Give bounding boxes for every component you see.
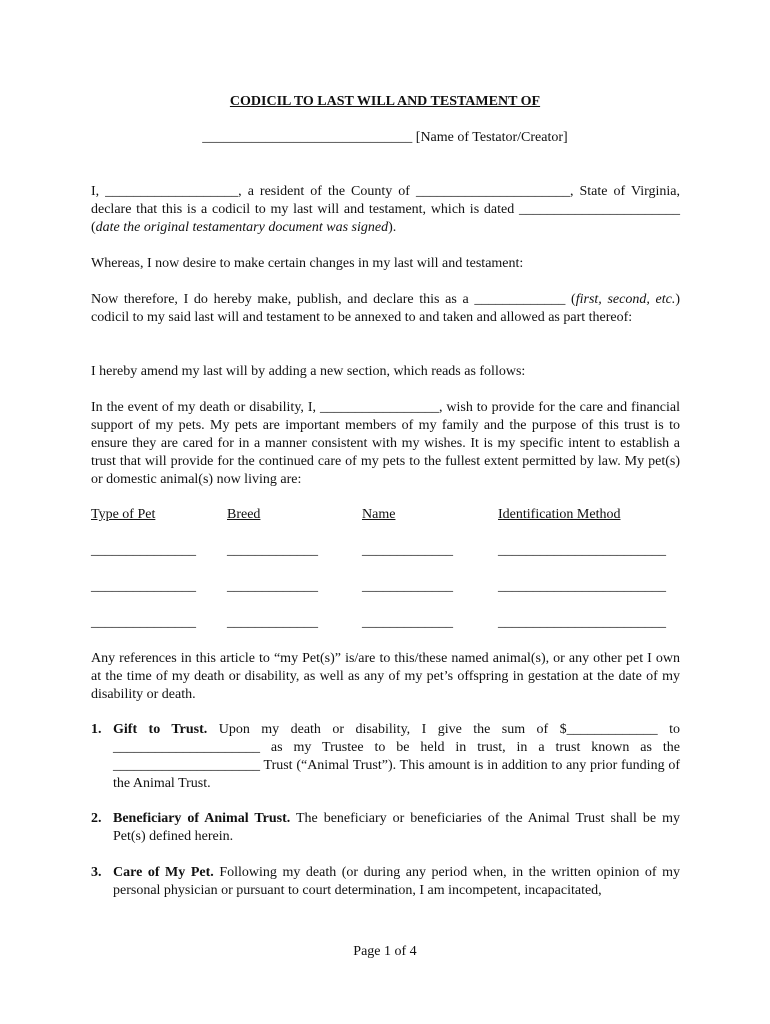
testator-name-line: ______________________________ [Name of Testator/Creator] <box>202 130 568 145</box>
pet-references-paragraph: Any references in this article to “my Pet(s)” is/are to this/these named animal(s), or any other pet I own at the time of my death or disability, as well as any of my pet’s offspring in gestation at the date of my disability or death. <box>91 651 680 702</box>
pet-table-row <box>91 543 680 561</box>
page-number: Page 1 of 4 <box>353 944 417 959</box>
blank-breed-field[interactable]: _____________ <box>227 579 318 594</box>
item-heading: Beneficiary of Animal Trust. <box>113 811 291 826</box>
pets-intent-paragraph: In the event of my death or disability, I, _________________, wish to provide for the care and financial support of my pets. My pets are important members of my family and the purpose of this trust is to ensure they are cared for in a manner consistent with my wishes. It is my specific intent to establish a trust that will provide for the continued care of my pets to the fullest extent permitted by law. My pet(s) or domestic animal(s) now living are: <box>91 400 680 487</box>
header-type-of-pet: Type of Pet <box>91 507 156 522</box>
item-heading: Care of My Pet. <box>113 865 214 880</box>
item-number: 2. <box>91 811 102 826</box>
item-number: 1. <box>91 722 102 737</box>
blank-identification-field[interactable]: ________________________ <box>498 579 666 594</box>
numbered-item-care-of-pet <box>91 864 680 900</box>
blank-type-field[interactable]: _______________ <box>91 615 196 630</box>
now-therefore-end: ) codicil to my said last will and testament to be annexed to and taken and allowed as part thereof: <box>91 292 681 325</box>
declaration-paragraph <box>91 183 680 237</box>
pet-table <box>91 507 680 633</box>
whereas-paragraph: Whereas, I now desire to make certain changes in my last will and testament: <box>91 256 524 271</box>
header-breed: Breed <box>227 507 261 522</box>
blank-identification-field[interactable]: ________________________ <box>498 615 666 630</box>
blank-breed-field[interactable]: _____________ <box>227 543 318 558</box>
header-name: Name <box>362 507 396 522</box>
now-therefore-paragraph <box>91 291 680 327</box>
pet-table-row <box>91 579 680 597</box>
item-heading: Gift to Trust. <box>113 722 208 737</box>
blank-identification-field[interactable]: ________________________ <box>498 543 666 558</box>
document-title: CODICIL TO LAST WILL AND TESTAMENT OF <box>229 94 541 109</box>
header-identification-method: Identification Method <box>498 507 621 522</box>
blank-name-field[interactable]: _____________ <box>362 579 453 594</box>
numbered-item-gift-to-trust <box>91 721 680 793</box>
blank-name-field[interactable]: _____________ <box>362 543 453 558</box>
pet-table-row <box>91 615 680 633</box>
item-text: Following my death (or during any period when, in the written opinion of my personal physician or pursuant to court determination, I am incompetent, incapacitated, <box>113 865 680 898</box>
item-text: The beneficiary or beneficiaries of the Animal Trust shall be my Pet(s) defined herein. <box>113 811 680 844</box>
blank-type-field[interactable]: _______________ <box>91 543 196 558</box>
blank-type-field[interactable]: _______________ <box>91 579 196 594</box>
declaration-italic-note: date the original testamentary document was signed <box>95 220 389 235</box>
declaration-end: ). <box>388 220 397 235</box>
item-text: Upon my death or disability, I give the sum of $_____________ to _____________________ as my Trustee to be held in trust, in a trust known as the _____________________ Trust (“Animal Trust”). This amount is in addition to any prior funding of the Animal Trust. <box>113 722 680 791</box>
pet-table-header-row <box>91 507 680 525</box>
blank-name-field[interactable]: _____________ <box>362 615 453 630</box>
now-therefore-text: Now therefore, I do hereby make, publish, and declare this as a _____________ ( <box>91 292 576 307</box>
ordinal-italic-note: first, second, etc. <box>575 292 676 307</box>
declaration-text: I, ___________________, a resident of the County of ______________________, State of Virginia, declare that this is a codicil to my last will and testament, which is dated _______________________ ( <box>91 184 680 235</box>
numbered-item-beneficiary <box>91 810 680 846</box>
item-number: 3. <box>91 865 102 880</box>
blank-breed-field[interactable]: _____________ <box>227 615 318 630</box>
amend-paragraph: I hereby amend my last will by adding a new section, which reads as follows: <box>91 364 526 379</box>
